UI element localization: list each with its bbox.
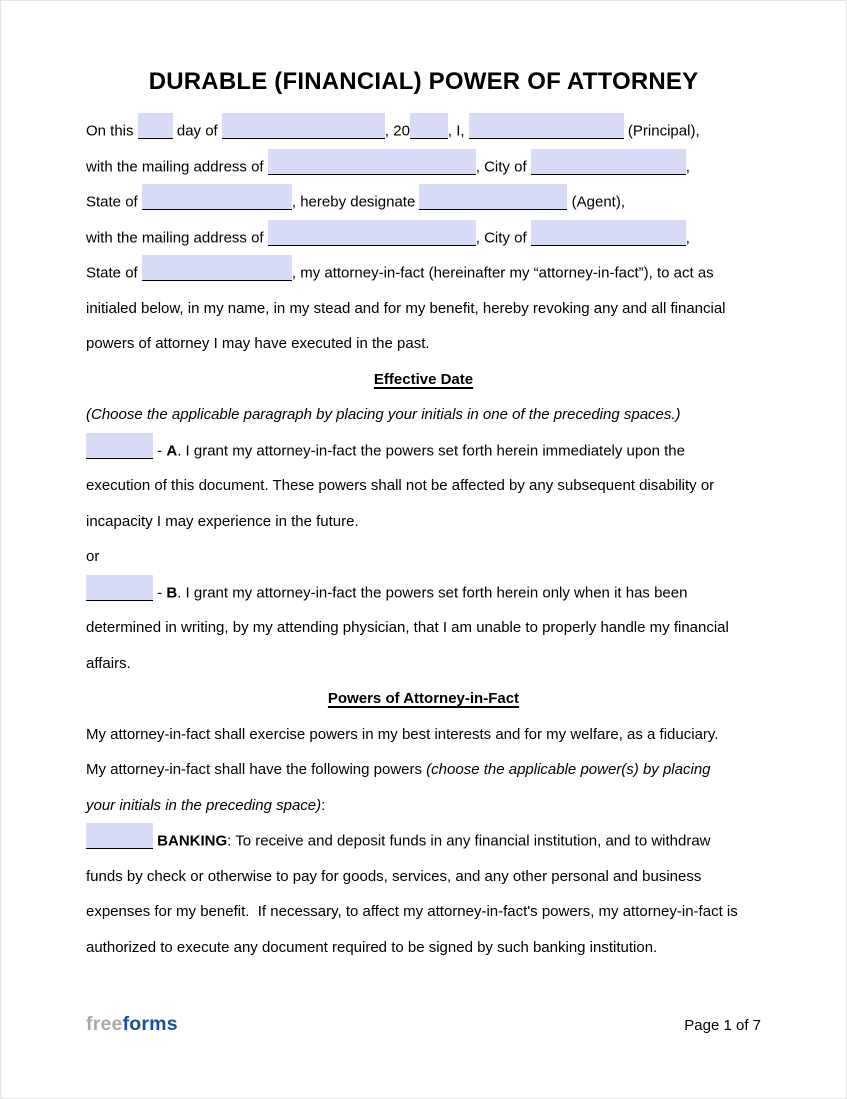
text-segment: (choose the applicable power(s) by placing xyxy=(426,761,711,778)
text-segment: determined in writing, by my attending physician, that I am unable to properly handle my financial xyxy=(86,619,729,636)
text-segment: funds by check or otherwise to pay for goods, services, and any other personal and business xyxy=(86,867,702,885)
text-segment: - xyxy=(153,584,167,601)
page-number: Page 1 of 7 xyxy=(684,1017,761,1034)
option-b-line-2 xyxy=(86,610,761,646)
text-segment: . I grant my attorney-in-fact the powers set forth herein immediately upon the xyxy=(177,442,685,459)
option-a-line-2 xyxy=(86,468,761,504)
text-segment: State of xyxy=(86,264,142,282)
text-segment: , hereby designate xyxy=(291,193,420,211)
intro-line-3 xyxy=(86,184,761,220)
agent-name-field[interactable] xyxy=(419,184,567,210)
powers-heading xyxy=(86,681,761,717)
banking-line-3 xyxy=(86,894,761,930)
agent-address-field[interactable] xyxy=(268,220,476,246)
text-segment: , I, xyxy=(447,122,469,140)
text-segment: execution of this document. These powers shall not be affected by any subsequent disability or xyxy=(86,477,715,494)
option-a-initials-field[interactable] xyxy=(86,433,153,459)
text-segment: State of xyxy=(86,193,142,211)
text-segment: B xyxy=(166,584,178,601)
text-segment: BANKING xyxy=(157,832,228,850)
option-b-line-3 xyxy=(86,646,761,682)
year-field[interactable] xyxy=(410,113,448,139)
text-segment: , 20 xyxy=(384,122,410,140)
text-segment: incapacity I may experience in the future. xyxy=(86,512,359,530)
effective-date-note xyxy=(86,397,761,433)
text-segment: , xyxy=(685,229,690,246)
principal-name-field[interactable] xyxy=(469,113,624,139)
text-segment: with the mailing address of xyxy=(86,158,268,175)
text-segment: , my attorney-in-fact (hereinafter my “attorney-in-fact”), to act as xyxy=(291,264,714,282)
intro-line-2 xyxy=(86,149,761,185)
text-segment: affairs. xyxy=(86,654,131,672)
agent-state-field[interactable] xyxy=(142,255,292,281)
banking-line-4 xyxy=(86,930,761,966)
principal-address-field[interactable] xyxy=(268,149,476,175)
text-segment: , xyxy=(685,158,690,175)
text-segment: (Agent), xyxy=(567,193,625,211)
document-title: DURABLE (FINANCIAL) POWER OF ATTORNEY xyxy=(148,68,699,95)
principal-city-field[interactable] xyxy=(531,149,686,175)
text-segment: : To receive and deposit funds in any financial institution, and to withdraw xyxy=(227,832,711,850)
text-segment: initialed below, in my name, in my stead and for my benefit, hereby revoking any and all financial xyxy=(86,299,726,317)
text-segment: your initials in the preceding space) xyxy=(86,796,322,814)
text-segment: (Choose the applicable paragraph by placing your initials in one of the preceding spaces.) xyxy=(86,406,681,423)
text-segment: Effective Date xyxy=(373,370,474,388)
text-segment: day of xyxy=(172,122,222,140)
intro-line-6 xyxy=(86,291,761,327)
month-field[interactable] xyxy=(222,113,385,139)
document-body xyxy=(86,113,761,965)
text-segment: - xyxy=(153,442,167,459)
text-segment: powers of attorney I may have executed in the past. xyxy=(86,335,430,352)
intro-line-1 xyxy=(86,113,761,149)
banking-initials-field[interactable] xyxy=(86,823,153,849)
text-segment: My attorney-in-fact shall have the following powers xyxy=(86,761,427,778)
principal-state-field[interactable] xyxy=(142,184,292,210)
text-segment: My attorney-in-fact shall exercise powers in my best interests and for my welfare, as a fiduciary. xyxy=(86,725,719,743)
intro-line-4 xyxy=(86,220,761,256)
powers-line-3 xyxy=(86,788,761,824)
text-segment: , City of xyxy=(475,229,531,246)
text-segment: Powers of Attorney-in-Fact xyxy=(327,690,520,707)
text-segment: (Principal), xyxy=(623,122,700,140)
text-segment: : xyxy=(321,796,326,814)
text-segment: or xyxy=(86,548,100,565)
logo-text-forms: forms xyxy=(122,1013,178,1035)
text-segment: with the mailing address of xyxy=(86,229,268,246)
page-footer xyxy=(86,1013,761,1036)
text-segment: On this xyxy=(86,122,138,140)
banking-line-2 xyxy=(86,859,761,895)
day-field[interactable] xyxy=(138,113,173,139)
text-segment: . I grant my attorney-in-fact the powers set forth herein only when it has been xyxy=(177,584,688,601)
powers-line-2 xyxy=(86,752,761,788)
banking-line-1 xyxy=(86,823,761,859)
logo-text-free: free xyxy=(86,1013,123,1035)
powers-line-1 xyxy=(86,717,761,753)
option-a-line-1 xyxy=(86,433,761,469)
option-a-line-3 xyxy=(86,504,761,540)
text-segment: A xyxy=(166,442,178,459)
effective-date-heading xyxy=(86,362,761,398)
option-b-line-1 xyxy=(86,575,761,611)
text-segment: expenses for my benefit. If necessary, to affect my attorney-in-fact's powers, my attorney-in-fact is xyxy=(86,903,738,920)
freeforms-logo xyxy=(86,1013,178,1036)
agent-city-field[interactable] xyxy=(531,220,686,246)
option-b-initials-field[interactable] xyxy=(86,575,153,601)
or-line xyxy=(86,539,761,575)
text-segment: , City of xyxy=(475,158,531,175)
intro-line-5 xyxy=(86,255,761,291)
text-segment: authorized to execute any document required to be signed by such banking institution. xyxy=(86,938,658,956)
intro-line-7 xyxy=(86,326,761,362)
